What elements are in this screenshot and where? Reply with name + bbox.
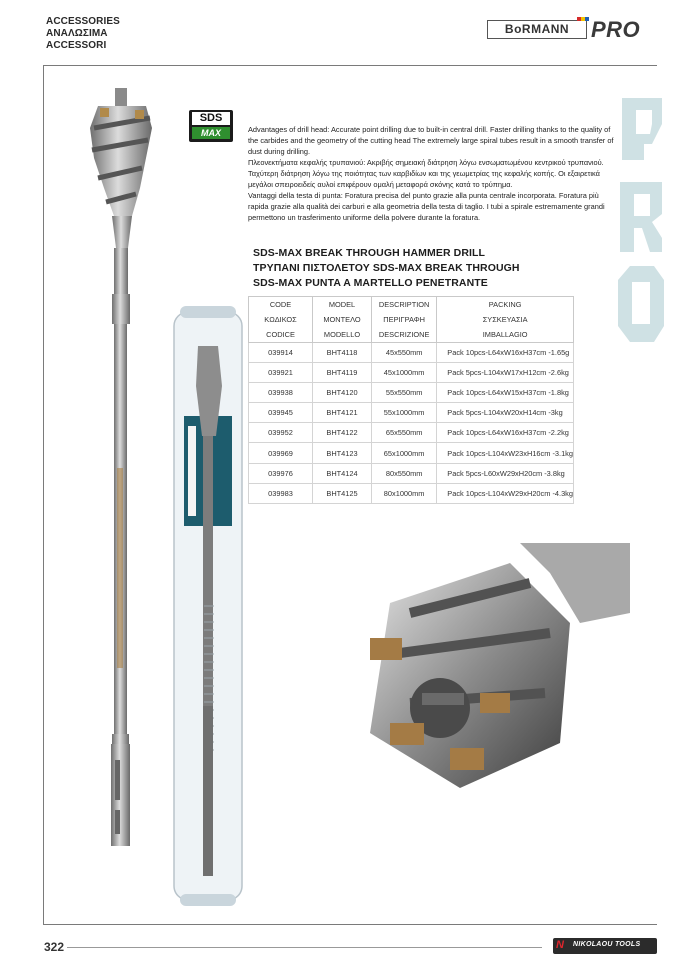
title-gr: ΤΡΥΠΑΝΙ ΠΙΣΤΟΛΕΤΟΥ SDS-MAX BREAK THROUGH: [253, 262, 520, 274]
header-description-en: DESCRIPTION: [371, 297, 436, 313]
cell-model: BHT4124: [313, 463, 372, 483]
header-model-gr: ΜΟΝΤΕΛΟ: [313, 312, 372, 327]
cell-model: BHT4121: [313, 403, 372, 423]
cell-model: BHT4125: [313, 483, 372, 503]
cell-packing: Pack 10pcs-L64xW15xH37cm -1.8kg: [437, 383, 574, 403]
cell-packing: Pack 10pcs-L104xW29xH20cm -4.3kg: [437, 483, 574, 503]
header-code-gr: ΚΩΔΙΚΟΣ: [249, 312, 313, 327]
cell-packing: Pack 5pcs-L104xW17xH12cm -2.6kg: [437, 363, 574, 383]
nikolaou-tools-logo: [553, 938, 657, 954]
header-description-it: DESCRIZIONE: [371, 327, 436, 343]
cell-model: BHT4122: [313, 423, 372, 443]
page-number: 322: [44, 940, 65, 954]
table-row: [249, 423, 574, 443]
category-en: ACCESSORIES: [46, 16, 120, 27]
cell-model: BHT4118: [313, 343, 372, 363]
cell-description: 80x1000mm: [371, 483, 436, 503]
description-gr: Πλεονεκτήματα κεφαλής τρυπανιού: Ακριβής σημειακή διάτρηση λόγω ενσωματωμένου κεντρικού τρυπανιού. Ταχύτερη διάτρηση λόγω της ποιότητας των καρβιδίων και της γεωμετρίας της κεφαλής κοπής. Οι εξαιρετικά μεγάλοι σπειροειδείς αυλοί επιφέρουν ομαλή μεταφορά σκόνης κατά το τρύπημα.: [248, 158, 604, 189]
cell-description: 45x1000mm: [371, 363, 436, 383]
cell-description: 65x1000mm: [371, 443, 436, 463]
cell-code: 039983: [249, 483, 313, 503]
title-it: SDS-MAX PUNTA A MARTELLO PENETRANTE: [253, 277, 488, 289]
title-en: SDS-MAX BREAK THROUGH HAMMER DRILL: [253, 247, 486, 259]
table-header-row: [249, 327, 574, 343]
table-row: [249, 383, 574, 403]
cell-description: 45x550mm: [371, 343, 436, 363]
cell-description: 55x1000mm: [371, 403, 436, 423]
cell-code: 039938: [249, 383, 313, 403]
drill-bit-image: [80, 88, 170, 858]
cell-packing: Pack 5pcs-L60xW29xH20cm -3.8kg: [437, 463, 574, 483]
cell-code: 039976: [249, 463, 313, 483]
cell-model: BHT4120: [313, 383, 372, 403]
cell-code: 039945: [249, 403, 313, 423]
header-model-it: MODELLO: [313, 327, 372, 343]
header-model-en: MODEL: [313, 297, 372, 313]
brand-name: BoRMANN: [487, 20, 587, 39]
cell-model: BHT4123: [313, 443, 372, 463]
header-packing-it: IMBALLAGIO: [437, 327, 574, 343]
cell-packing: Pack 5pcs-L104xW20xH14cm -3kg: [437, 403, 574, 423]
cell-description: 65x550mm: [371, 423, 436, 443]
cell-code: 039969: [249, 443, 313, 463]
product-description: [248, 124, 614, 223]
footer-rule: [67, 947, 542, 948]
cell-code: 039952: [249, 423, 313, 443]
table-row: [249, 483, 574, 503]
max-label: MAX: [192, 127, 230, 139]
cell-code: 039921: [249, 363, 313, 383]
drill-tube-packaging-image: [168, 306, 248, 906]
logo-name: NIKOLAOU TOOLS: [573, 941, 641, 948]
table-row: [249, 443, 574, 463]
cell-model: BHT4119: [313, 363, 372, 383]
table-row: [249, 403, 574, 423]
description-it: Vantaggi della testa di punta: Foratura precisa del punto grazie alla punta centrale incorporata. Foratura più rapida grazie alla qualità dei carburi e alla geometria della testa di taglio. I tubi a spirale estremamente grandi permettono un trasferimento uniforme della polvere durante la foratura.: [248, 191, 605, 222]
cell-description: 80x550mm: [371, 463, 436, 483]
category-header: [46, 16, 120, 52]
table-header-row: [249, 312, 574, 327]
table-row: [249, 343, 574, 363]
header-code-en: CODE: [249, 297, 313, 313]
header-packing-gr: ΣΥΣΚΕΥΑΣΙΑ: [437, 312, 574, 327]
brand-flag-icon: [577, 17, 589, 21]
category-gr: ΑΝΑΛΩΣΙΜΑ: [46, 28, 108, 39]
header-code-it: CODICE: [249, 327, 313, 343]
brand-pro-label: PRO: [591, 17, 641, 42]
product-title: [253, 246, 520, 291]
category-it: ACCESSORI: [46, 40, 107, 51]
header-description-gr: ΠΕΡΙΓΡΑΦΗ: [371, 312, 436, 327]
cell-description: 55x550mm: [371, 383, 436, 403]
cell-packing: Pack 10pcs-L64xW16xH37cm -1.65g: [437, 343, 574, 363]
header-packing-en: PACKING: [437, 297, 574, 313]
cell-packing: Pack 10pcs-L104xW23xH16cm -3.1kg: [437, 443, 574, 463]
table-row: [249, 463, 574, 483]
table-row: [249, 363, 574, 383]
cell-code: 039914: [249, 343, 313, 363]
sds-max-badge: [189, 110, 233, 142]
spec-table: [248, 296, 574, 504]
table-header-row: [249, 297, 574, 313]
sds-label: SDS: [192, 112, 230, 125]
cell-packing: Pack 10pcs-L64xW16xH37cm -2.2kg: [437, 423, 574, 443]
drill-head-closeup-image: [330, 543, 630, 793]
description-en: Advantages of drill head: Accurate point drilling due to built-in central drill. Faster drilling thanks to the quality of the carbides and the geometry of the cutting head The extremely large spiral tubes result in a smooth transfer of dust during drilling.: [248, 125, 614, 156]
logo-mark-icon: N: [556, 939, 564, 951]
brand-logo: [487, 17, 657, 45]
